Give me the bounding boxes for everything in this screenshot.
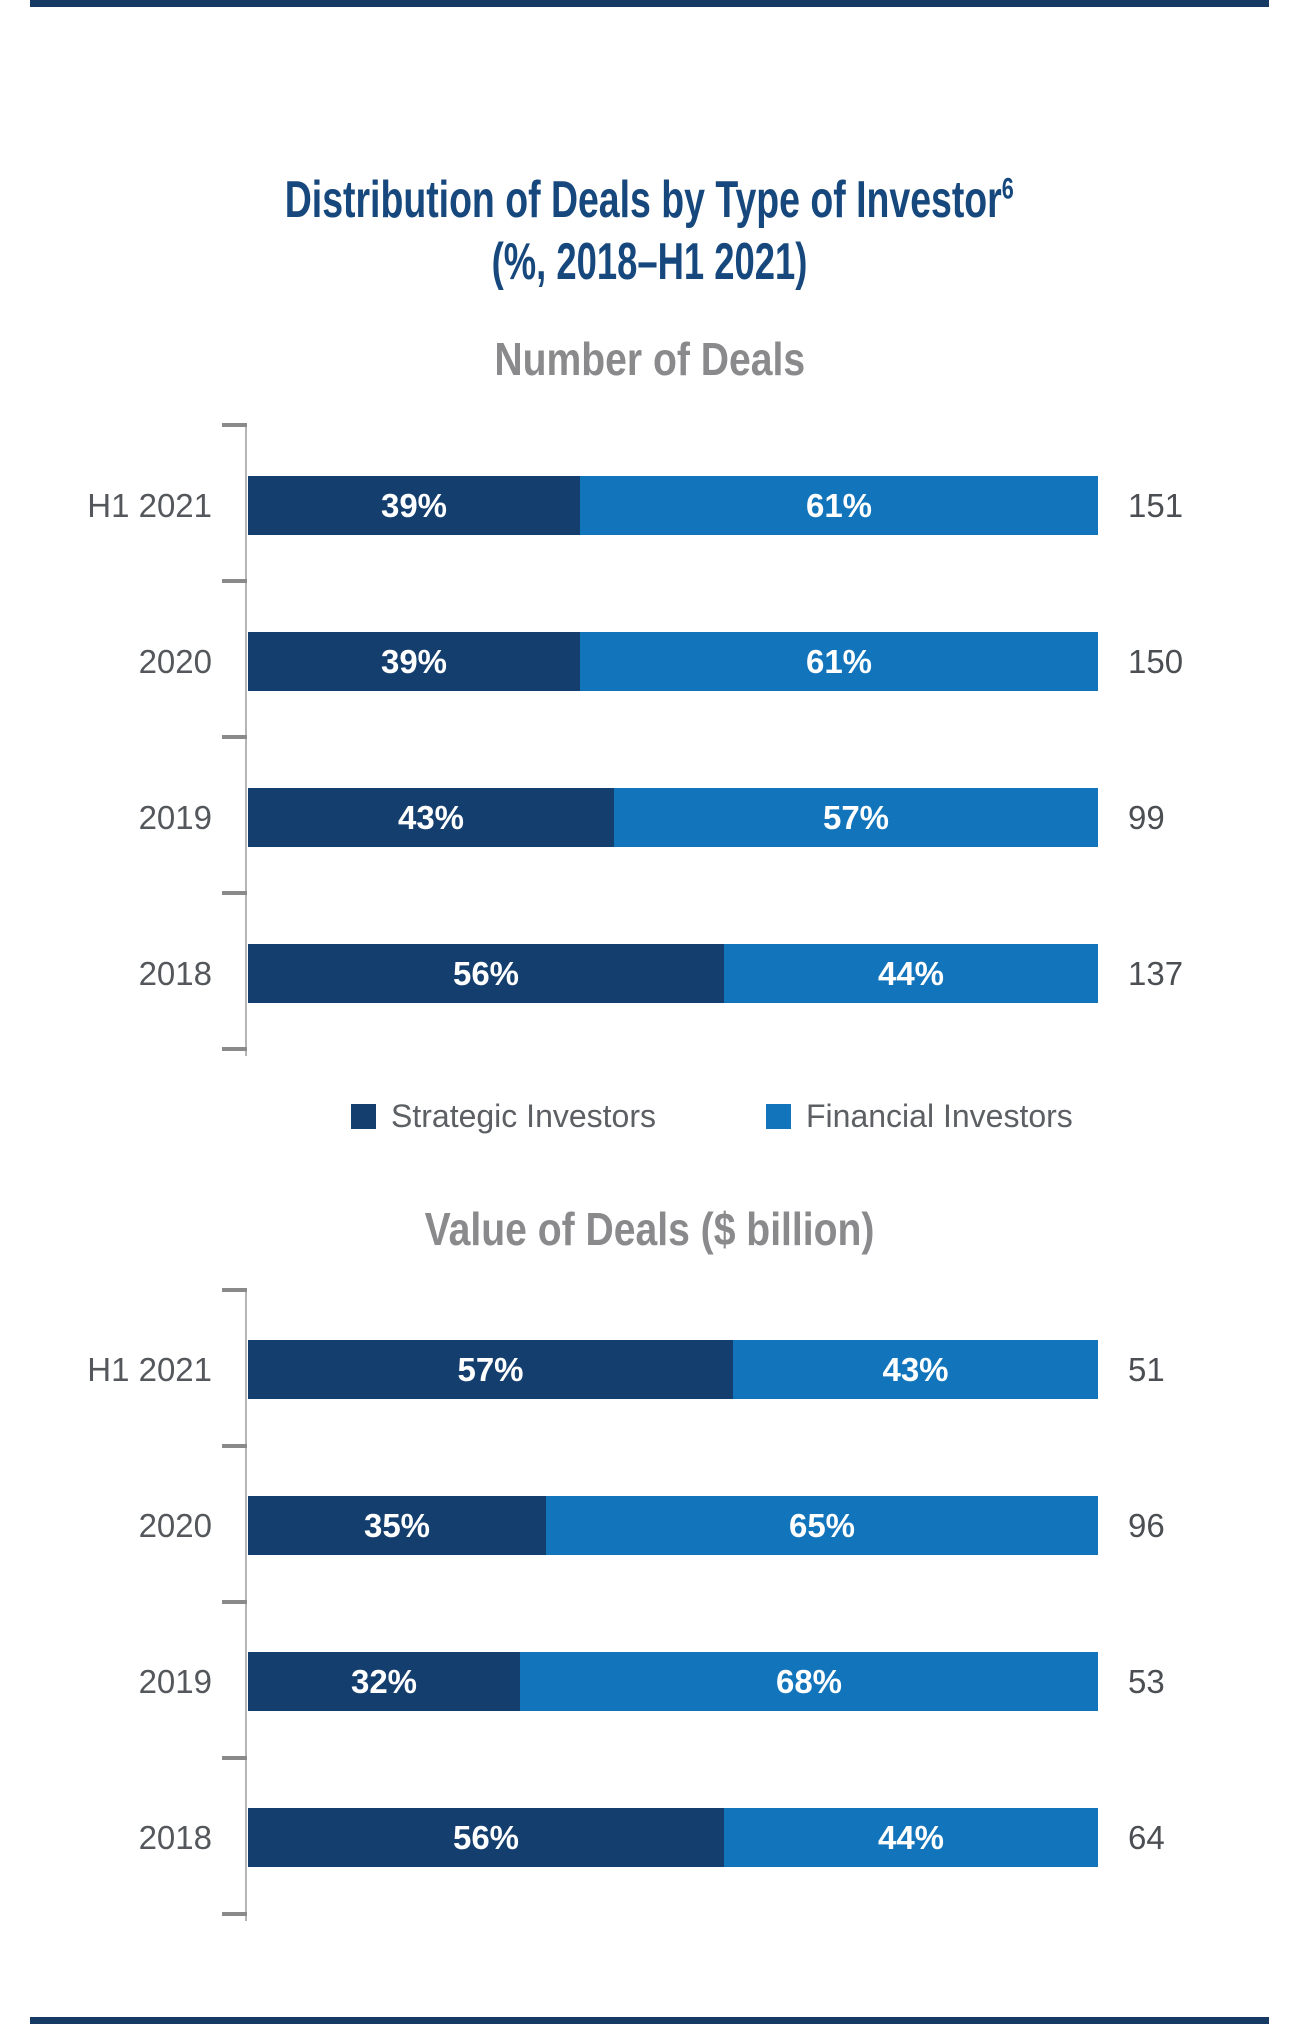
total-value-label: 137 (1128, 955, 1184, 992)
category-label: 2018 (138, 955, 212, 992)
segment-percent-label: 32% (350, 1662, 418, 1700)
category-label: 2020 (138, 1507, 212, 1544)
total-value-label: 96 (1128, 1507, 1165, 1544)
category-axis (245, 425, 247, 1056)
chart1-title: Number of Deals (494, 333, 805, 385)
bar-segment-strategic (248, 1496, 546, 1555)
financial-swatch-icon (766, 1104, 791, 1129)
category-label: 2019 (138, 799, 212, 836)
footnote-marker: 6 (1001, 172, 1014, 206)
top-rule (30, 0, 1269, 7)
total-value-label: 151 (1128, 487, 1184, 524)
bar-segment-financial (580, 476, 1098, 535)
axis-tick (222, 891, 247, 895)
bar-segment-financial (724, 944, 1098, 1003)
axis-tick (222, 735, 247, 739)
segment-percent-label: 57% (822, 798, 890, 836)
bar-segment-financial (733, 1340, 1098, 1399)
total-value-label: 64 (1128, 1819, 1165, 1856)
figure-title-text: Distribution of Deals by Type of Investor (284, 171, 1002, 229)
segment-percent-label: 68% (775, 1662, 843, 1700)
axis-tick (222, 1288, 247, 1292)
axis-tick (222, 1444, 247, 1448)
total-value-label: 150 (1128, 643, 1184, 680)
axis-tick (222, 1756, 247, 1760)
legend-item-financial (766, 1094, 1073, 1138)
bar-segment-strategic (248, 632, 580, 691)
chart2-title: Value of Deals ($ billion) (424, 1203, 875, 1255)
figure-title-line1 (0, 170, 1299, 230)
segment-percent-label: 44% (877, 954, 945, 992)
bottom-rule (30, 2017, 1269, 2024)
axis-tick (222, 1047, 247, 1051)
bar-segment-financial (546, 1496, 1098, 1555)
segment-percent-label: 56% (452, 1818, 520, 1856)
category-label: H1 2021 (87, 487, 212, 524)
segment-percent-label: 35% (363, 1506, 431, 1544)
category-label: 2019 (138, 1663, 212, 1700)
axis-tick (222, 1912, 247, 1916)
segment-percent-label: 39% (380, 642, 448, 680)
axis-tick (222, 423, 247, 427)
bar-segment-financial (580, 632, 1098, 691)
bar-segment-strategic (248, 476, 580, 535)
axis-tick (222, 579, 247, 583)
category-label: H1 2021 (87, 1351, 212, 1388)
segment-percent-label: 43% (397, 798, 465, 836)
segment-percent-label: 39% (380, 486, 448, 524)
legend-item-strategic (351, 1094, 656, 1138)
segment-percent-label: 61% (805, 642, 873, 680)
total-value-label: 53 (1128, 1663, 1165, 1700)
figure-title-line2: (%, 2018–H1 2021) (491, 233, 808, 291)
category-label: 2018 (138, 1819, 212, 1856)
total-value-label: 51 (1128, 1351, 1165, 1388)
bar-segment-financial (614, 788, 1098, 847)
segment-percent-label: 44% (877, 1818, 945, 1856)
total-value-label: 99 (1128, 799, 1165, 836)
bar-segment-strategic (248, 1808, 724, 1867)
bar-segment-strategic (248, 1652, 520, 1711)
axis-tick (222, 1600, 247, 1604)
category-axis (245, 1290, 247, 1921)
segment-percent-label: 56% (452, 954, 520, 992)
bar-segment-strategic (248, 944, 724, 1003)
segment-percent-label: 57% (457, 1350, 524, 1388)
strategic-swatch-icon (351, 1104, 376, 1129)
bar-segment-financial (724, 1808, 1098, 1867)
bar-segment-financial (520, 1652, 1098, 1711)
legend-label: Financial Investors (806, 1097, 1073, 1134)
bar-segment-strategic (248, 788, 614, 847)
legend-label: Strategic Investors (391, 1097, 656, 1134)
segment-percent-label: 43% (882, 1350, 949, 1388)
segment-percent-label: 61% (805, 486, 873, 524)
segment-percent-label: 65% (788, 1506, 856, 1544)
category-label: 2020 (138, 643, 212, 680)
bar-segment-strategic (248, 1340, 733, 1399)
